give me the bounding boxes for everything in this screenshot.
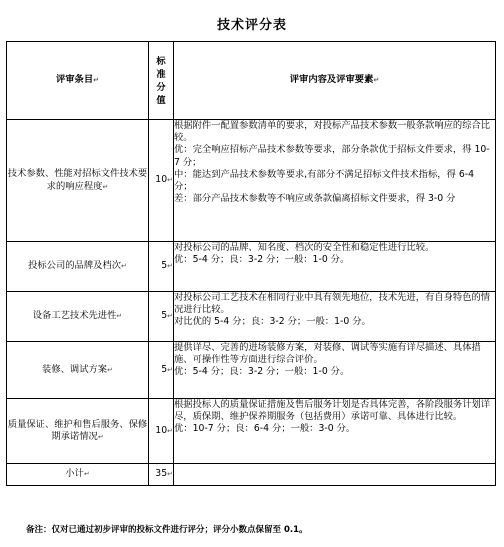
content-line: 中：能达到产品技术参数等要求,有部分不满足招标文件技术指标，得 6-4 分； xyxy=(174,168,475,193)
table-row xyxy=(7,399,496,464)
content-line: 优：完全响应招标产品技术参数等要求，部分条款优于招标文件要求，得 10-7 分； xyxy=(174,144,490,168)
header-score-char: 标 xyxy=(156,55,166,67)
header-item-text: 评审条目 xyxy=(55,74,94,86)
subtotal-label: 小计↵ xyxy=(7,464,149,486)
table-row xyxy=(7,120,496,242)
table-header-row xyxy=(7,42,496,120)
paragraph-mark-icon: ↵ xyxy=(167,365,173,374)
paragraph-mark-icon: ↵ xyxy=(116,312,123,321)
header-content xyxy=(174,42,496,120)
paragraph-mark-icon: ↵ xyxy=(83,470,90,479)
row-score: 5↵ xyxy=(149,242,174,292)
subtotal-score: 35↵ xyxy=(149,464,174,486)
paragraph-mark-icon: ↵ xyxy=(167,426,173,435)
header-content-text: 评审内容及评审要素 xyxy=(289,74,374,86)
page-title: 技术评分表 xyxy=(216,18,287,33)
content-line: 根据投标人的质量保证措施及售后服务计划是否具体完善，各阶段服务计划详尽，质保期、维护保养期服务（包括费用）承诺可靠、具体进行比较。 xyxy=(174,399,491,423)
content-line: 优：10-7 分；良：6-4 分；一般：3-0 分。 xyxy=(174,423,356,435)
row-item: 投标公司的品牌及档次↵ xyxy=(7,242,149,292)
paragraph-mark-icon: ↵ xyxy=(167,176,173,185)
paragraph-mark-icon: ↵ xyxy=(167,470,173,479)
paragraph-mark-icon: ↵ xyxy=(93,76,100,85)
header-score-char: 分 xyxy=(156,81,166,93)
paragraph-mark-icon: ↵ xyxy=(373,76,380,85)
paragraph-mark-icon: ↵ xyxy=(102,182,109,191)
paragraph-mark-icon: ↵ xyxy=(121,262,127,271)
paragraph-mark-icon: ↵ xyxy=(167,312,173,321)
table-row xyxy=(7,292,496,342)
table-row xyxy=(7,242,496,292)
row-score: 5↵ xyxy=(149,292,174,342)
content-line: 根据附件一配置参数清单的要求，对投标产品技术参数一般条款响应的综合比较。 xyxy=(174,120,491,144)
content-line: 对投标公司的品牌、知名度、档次的安全性和稳定性进行比较。 xyxy=(174,242,435,253)
row-content xyxy=(174,292,496,342)
content-line: 对投标公司工艺技术在相同行业中具有领先地位，技术先进，有自身特色的情况进行比较。 xyxy=(174,292,491,316)
row-score: 5↵ xyxy=(149,342,174,399)
paragraph-mark-icon: ↵ xyxy=(167,262,173,271)
content-line: 优：5-4 分；良：3-2 分；一般：1-0 分。 xyxy=(174,366,350,378)
row-item: 装修、调试方案↵ xyxy=(7,342,149,399)
content-line: 优：5-4 分；良：3-2 分；一般：1-0 分。 xyxy=(174,254,350,266)
header-score xyxy=(149,42,174,120)
row-item: 技术参数、性能对招标文件技术要求的响应程度↵ xyxy=(7,120,149,242)
row-score: 10↵ xyxy=(149,120,174,242)
header-score-char: 值 xyxy=(156,94,166,106)
score-table xyxy=(6,41,496,486)
row-item: 设备工艺技术先进性↵ xyxy=(7,292,149,342)
paragraph-mark-icon: ↵ xyxy=(97,433,104,441)
row-score: 10↵ xyxy=(149,399,174,464)
content-line: 对比优的 5-4 分；良：3-2 分；一般：1-0 分。 xyxy=(174,316,371,328)
table-row xyxy=(7,342,496,399)
subtotal-content xyxy=(174,464,496,486)
header-item xyxy=(7,42,149,120)
row-content xyxy=(174,342,496,399)
header-score-char: 准 xyxy=(156,68,166,80)
row-content xyxy=(174,120,496,242)
subtotal-row xyxy=(7,464,496,486)
content-line: 提供详尽、完善的进场装修方案，对装修、调试等实施有详尽描述、具体措施、可操作性等方面进行综合评价。 xyxy=(174,342,481,366)
row-content xyxy=(174,242,496,292)
content-line: 差：部分产品技术参数等不响应或条款偏离招标文件要求，得 3-0 分 xyxy=(174,193,456,205)
footnote: 备注：仅对已通过初步评审的投标文件进行评分；评分小数点保留至 0.1。 xyxy=(26,525,308,535)
row-item: 质量保证、维护和售后服务、保修期承诺情况↵ xyxy=(7,399,149,464)
paragraph-mark-icon: ↵ xyxy=(107,365,113,374)
row-content xyxy=(174,399,496,464)
